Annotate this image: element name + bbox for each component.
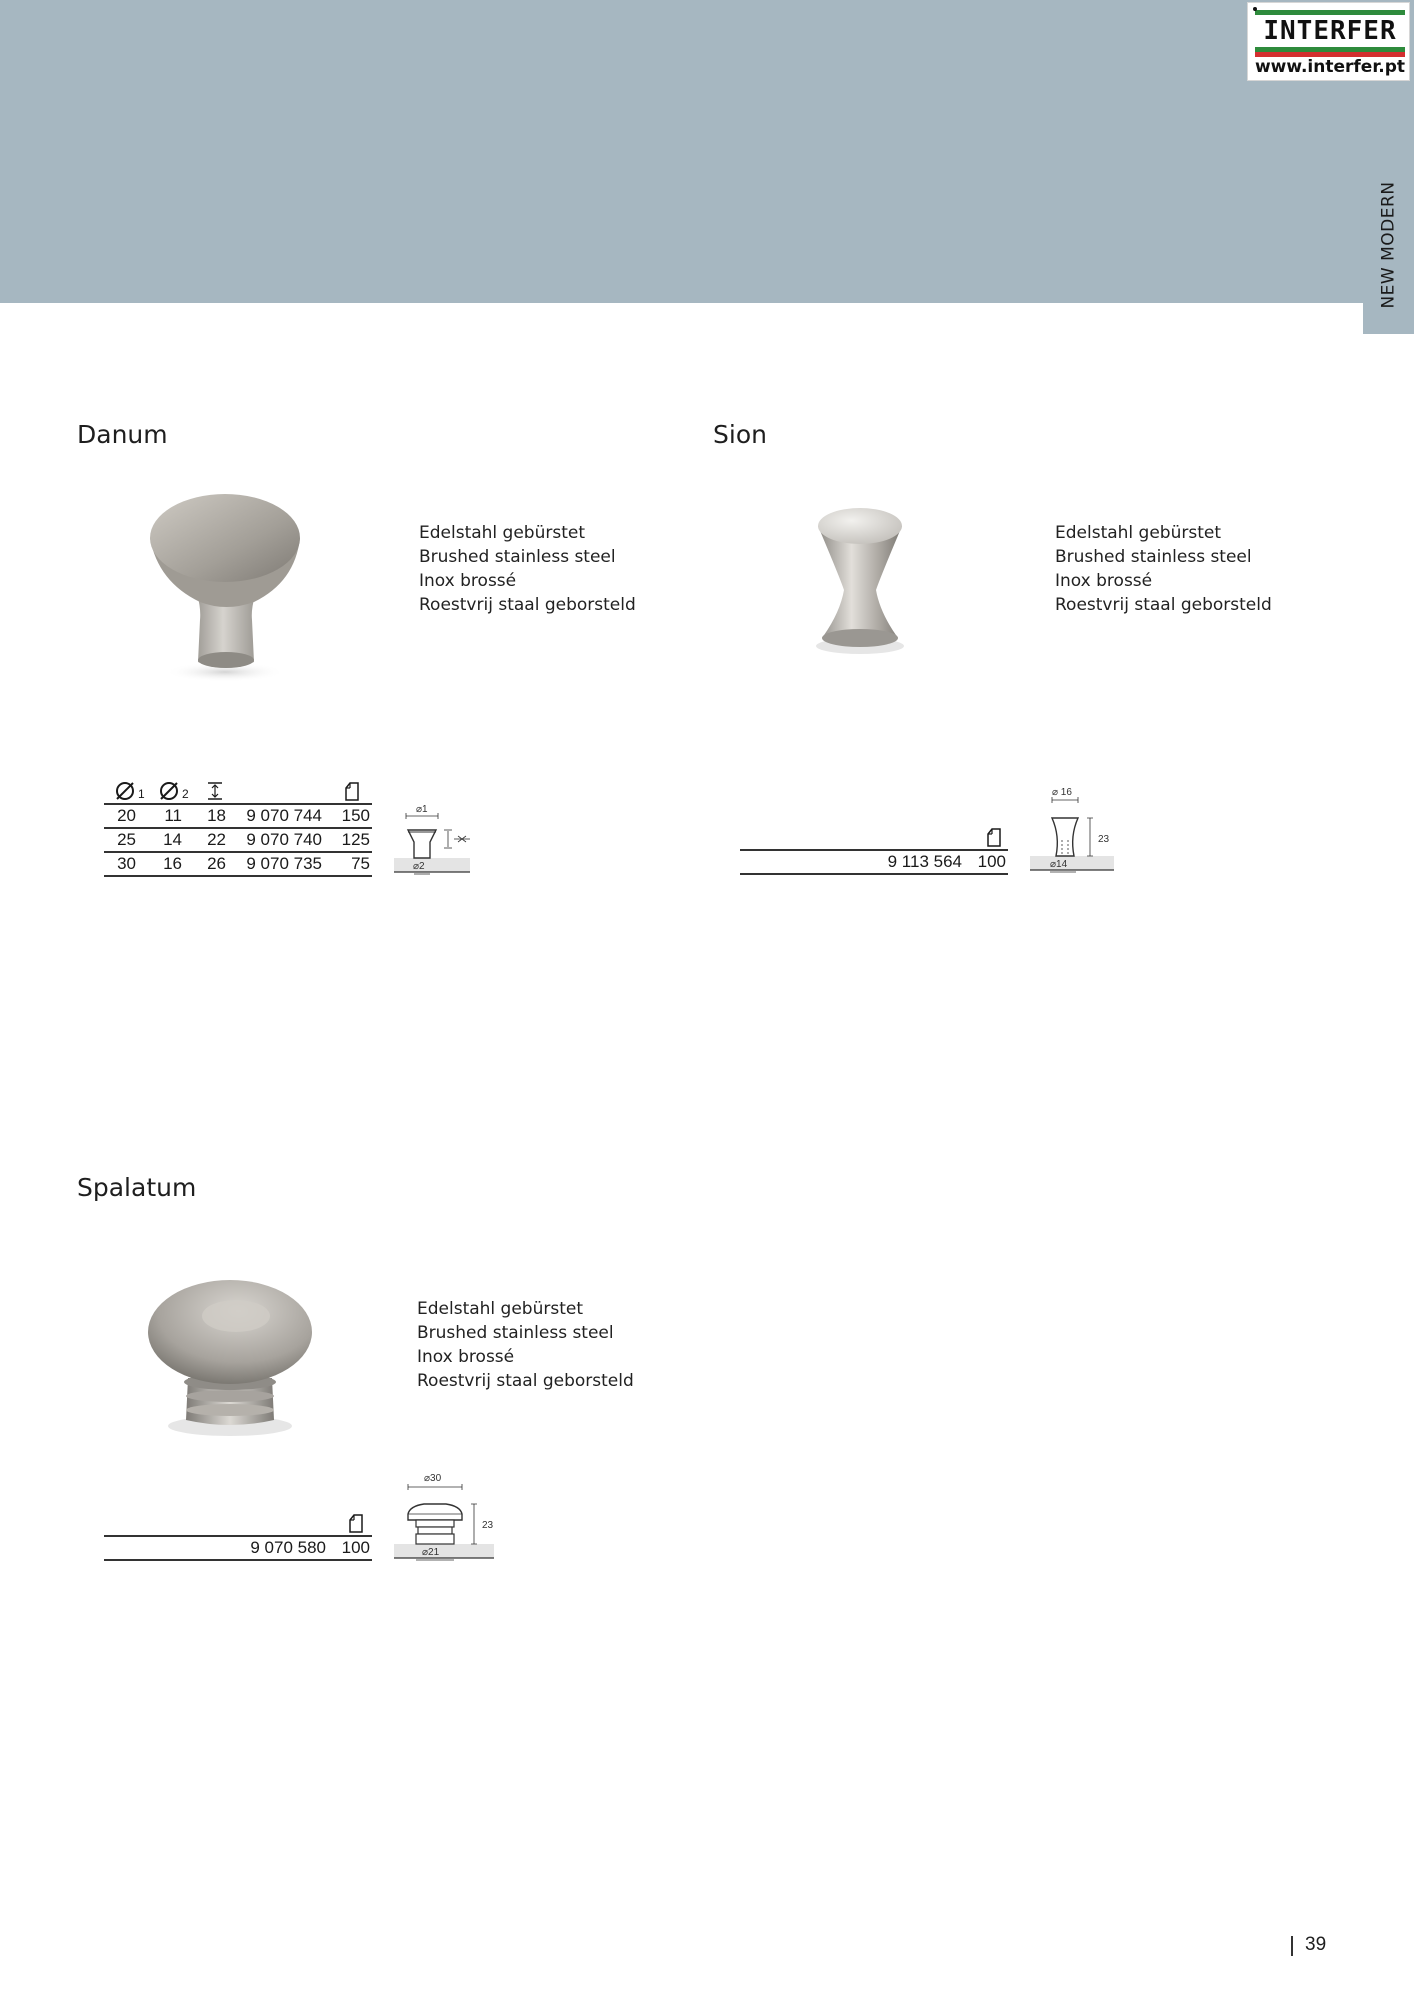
drawing-top-label: ⌀ 16 <box>1052 787 1072 798</box>
side-tab-label-wrap <box>1363 180 1414 310</box>
cell-pack: 150 <box>341 806 370 825</box>
pack-icon <box>346 1512 366 1534</box>
cell-article: 9 070 580 <box>250 1538 326 1557</box>
material-line: Inox brossé <box>419 571 517 591</box>
pack-icon <box>984 826 1004 848</box>
material-line: Inox brossé <box>417 1347 515 1367</box>
side-tab-label: NEW MODERN <box>1378 181 1399 309</box>
cell-article: 9 113 564 <box>887 852 962 871</box>
drawing-bottom-label: ⌀21 <box>422 1547 440 1558</box>
cell-d2: 14 <box>163 830 182 849</box>
sion-technical-drawing <box>1030 784 1120 878</box>
material-line: Inox brossé <box>1055 571 1153 591</box>
cell-height: 22 <box>207 830 226 849</box>
diameter-2-icon <box>158 780 198 802</box>
cell-height: 18 <box>207 806 226 825</box>
material-line: Edelstahl gebürstet <box>419 523 586 543</box>
material-line: Edelstahl gebürstet <box>1055 523 1222 543</box>
drawing-height-label: 23 <box>1098 834 1110 845</box>
logo-green-stripe <box>1255 10 1405 15</box>
drawing-top-label: ⌀1 <box>416 804 428 815</box>
cell-d2: 16 <box>163 854 182 873</box>
table-rule <box>740 873 1008 875</box>
interfer-logo[interactable] <box>1247 2 1410 81</box>
material-line: Roestvrij staal geborsteld <box>419 595 636 615</box>
sion-spec-table <box>740 826 1008 876</box>
danum-materials <box>419 521 636 617</box>
product-title-danum: Danum <box>77 420 168 449</box>
table-rule <box>104 1559 372 1561</box>
logo-name: INTERFER <box>1263 16 1397 46</box>
table-row <box>740 850 1008 873</box>
svg-text:2: 2 <box>182 787 189 801</box>
spalatum-technical-drawing <box>394 1470 498 1566</box>
diameter-1-icon <box>114 780 154 802</box>
drawing-top-label: ⌀30 <box>424 1473 442 1484</box>
sion-knob-image <box>800 498 920 658</box>
sion-materials <box>1055 521 1272 617</box>
material-line: Brushed stainless steel <box>419 547 616 567</box>
danum-technical-drawing <box>394 798 474 878</box>
cell-article: 9 070 740 <box>246 830 322 849</box>
table-rule <box>104 875 372 877</box>
material-line: Brushed stainless steel <box>417 1323 614 1343</box>
table-row <box>104 828 372 851</box>
danum-knob-image <box>130 490 330 690</box>
material-line: Edelstahl gebürstet <box>417 1299 584 1319</box>
cell-pack: 100 <box>341 1538 370 1557</box>
cell-d2: 11 <box>164 806 182 825</box>
drawing-bottom-label: ⌀14 <box>1050 859 1068 870</box>
spalatum-knob-image <box>140 1270 320 1440</box>
drawing-height-label: 23 <box>482 1520 494 1531</box>
danum-spec-table <box>104 780 372 876</box>
cell-article: 9 070 744 <box>246 806 322 825</box>
svg-text:1: 1 <box>138 787 145 801</box>
material-line: Brushed stainless steel <box>1055 547 1252 567</box>
table-row <box>104 1536 372 1559</box>
product-title-spalatum: Spalatum <box>77 1173 197 1202</box>
table-row <box>104 852 372 875</box>
pack-icon <box>342 780 362 802</box>
cell-d1: 20 <box>117 806 136 825</box>
material-line: Roestvrij staal geborsteld <box>417 1371 634 1391</box>
spalatum-materials <box>417 1297 634 1393</box>
product-title-sion: Sion <box>713 420 767 449</box>
cell-height: 26 <box>207 854 226 873</box>
cell-pack: 125 <box>341 830 370 849</box>
cell-article: 9 070 735 <box>246 854 322 873</box>
page-number-value: 39 <box>1305 1934 1327 1955</box>
cell-d1: 30 <box>117 854 136 873</box>
cell-pack: 75 <box>351 854 370 873</box>
logo-dot <box>1253 7 1257 11</box>
header-band <box>0 0 1414 303</box>
height-icon <box>204 780 228 802</box>
cell-pack: 100 <box>977 852 1006 871</box>
cell-d1: 25 <box>117 830 136 849</box>
material-line: Roestvrij staal geborsteld <box>1055 595 1272 615</box>
logo-url: www.interfer.pt <box>1254 57 1406 77</box>
drawing-bottom-label: ⌀2 <box>413 861 425 872</box>
spalatum-spec-table <box>104 1512 372 1562</box>
page-number <box>1291 1934 1326 1956</box>
table-row <box>104 804 372 827</box>
